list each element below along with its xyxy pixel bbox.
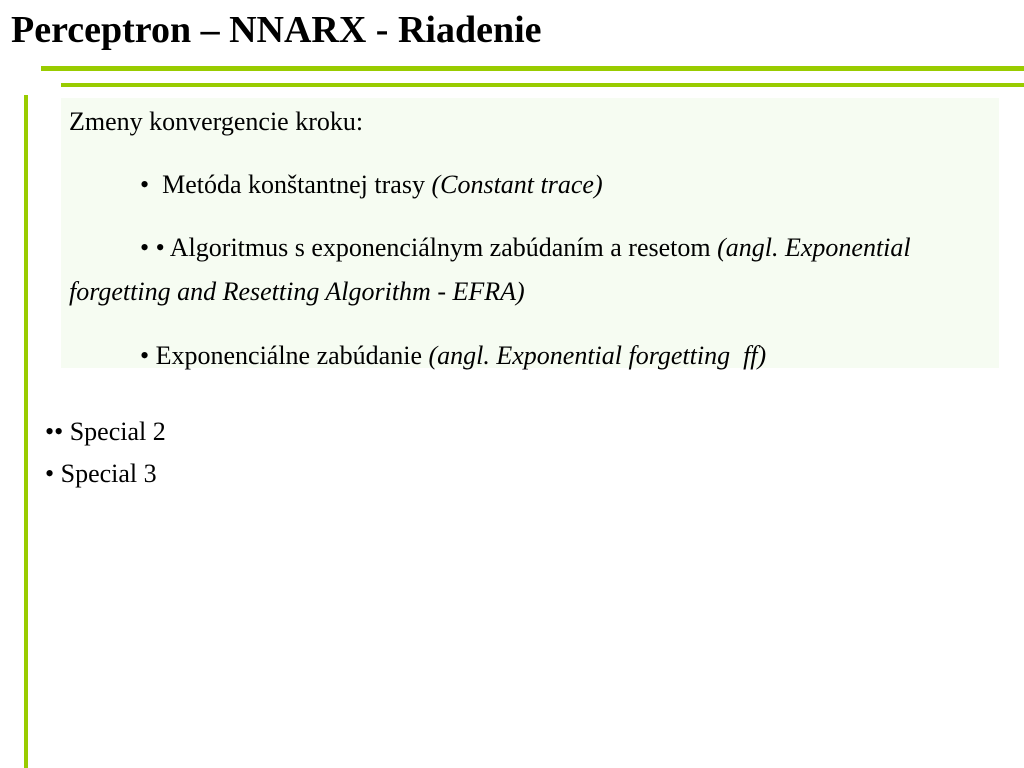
slide-title: Perceptron – NNARX - Riadenie [11, 9, 542, 51]
content-top-rule [61, 83, 1024, 87]
list-item-special-2: •• Special 2 [45, 417, 166, 446]
item-italic-text: (angl. Exponential forgetting ff) [428, 341, 767, 370]
list-item-exponential-forgetting [69, 336, 994, 375]
item-text: Metóda konštantnej trasy [149, 170, 432, 199]
outer-bullet-list [45, 411, 166, 495]
left-vertical-rule [24, 95, 28, 768]
box-heading: Zmeny konvergencie kroku: [69, 107, 364, 136]
item-text: Exponenciálne zabúdanie [149, 341, 429, 370]
list-item-efra [69, 226, 994, 314]
item-italic-text: (Constant trace) [431, 170, 603, 199]
content-box-text [69, 102, 994, 397]
item-text: Algoritmus s exponenciálnym zabúdaním a resetom [164, 233, 718, 262]
bullet-icon: • [140, 341, 150, 370]
bullet-icon: • [140, 170, 150, 199]
title-underline-rule [41, 66, 1024, 71]
item-italic-text: (angl. Exponential forgetting and Resetting Algorithm - EFRA) [69, 233, 911, 306]
list-item-special-3: • Special 3 [45, 459, 157, 488]
list-item-constant-trace [69, 165, 994, 204]
bullet-icon: • • [140, 233, 165, 262]
